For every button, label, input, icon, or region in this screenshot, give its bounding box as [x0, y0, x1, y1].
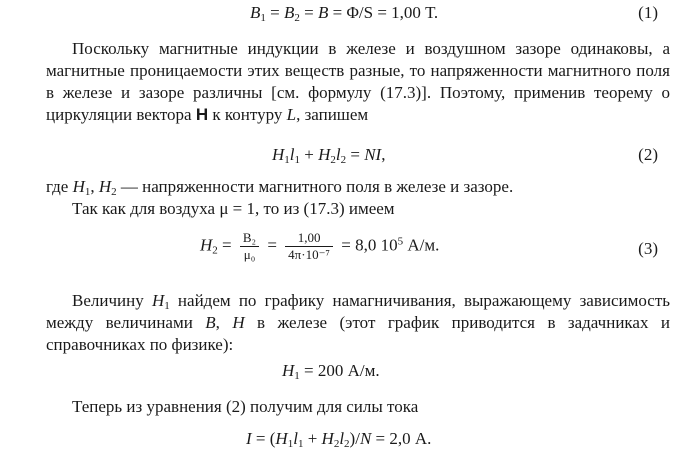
var-l2: l — [335, 145, 341, 164]
equation-3-value: 8,0 10 — [355, 235, 398, 255]
paragraph-1-text: Поскольку магнитные индукции в железе и воздушном зазоре одинаковы, а магнитные проницаемости этих веществ разные, то напряженности магнитного поля в железе и зазоре различны [см. формулу (17.3)]. Поэтому, применив теорему о циркуляции вектора — [46, 39, 670, 124]
sub-1: 1 — [294, 370, 300, 382]
paragraph-1-text-2: к контуру — [208, 105, 287, 124]
sub-2: 2 — [344, 438, 350, 450]
sub-2: 2 — [111, 186, 117, 198]
var-n: N — [359, 429, 372, 448]
paragraph-4-mid: найдем по графику намагничивания, выражающему зависимость между величинами — [46, 291, 671, 332]
equation-5-value: = 2,0 А. — [371, 429, 432, 448]
flux-over-area: Φ/S — [346, 3, 374, 22]
plus-sign: + — [300, 145, 319, 164]
eq-sign: = — [346, 145, 365, 164]
equation-4-formula — [282, 360, 380, 382]
separator: , — [90, 177, 99, 196]
paragraph-2-pre: где — [46, 177, 73, 196]
eq-sign: = — [299, 3, 318, 22]
sub-2: 2 — [340, 154, 347, 166]
sub-2: 2 — [212, 244, 218, 257]
vector-h: H — [195, 105, 209, 124]
var-b1: B — [250, 3, 261, 22]
equation-1-value: = 1,00 Т. — [373, 3, 439, 22]
paragraph-1 — [46, 38, 670, 126]
sub-1: 1 — [84, 186, 91, 198]
var-l1: l — [293, 429, 298, 448]
equation-1-formula — [250, 2, 438, 24]
separator: , — [215, 313, 233, 332]
equation-3-formula — [200, 230, 439, 263]
eq-sign: = — [263, 235, 282, 255]
fraction-denominator: μ₀ — [243, 247, 256, 262]
equation-5-formula — [246, 428, 431, 450]
paragraph-5 — [46, 396, 670, 418]
paragraph-5-text: Теперь из уравнения (2) получим для силы тока — [72, 397, 419, 416]
var-h2: H — [200, 235, 213, 255]
var-l2: l — [339, 429, 345, 448]
var-h1: H — [275, 429, 288, 448]
equation-4-value: = 200 А/м. — [299, 361, 380, 380]
var-h1: H — [282, 361, 295, 380]
paragraph-4-post: в железе (этот график приводится в задачниках и справочниках по физике): — [46, 313, 670, 354]
sub-1: 1 — [287, 438, 294, 450]
var-b: B — [205, 313, 216, 332]
fraction-denominator: 4π·10⁻⁷ — [288, 247, 330, 262]
equation-2-number: (2) — [638, 145, 658, 164]
comma: , — [381, 145, 386, 164]
eq-sign: = — [265, 3, 284, 22]
var-h2: H — [321, 429, 334, 448]
fraction-value — [285, 230, 333, 263]
paragraph-4 — [46, 290, 670, 356]
sub-1: 1 — [294, 154, 301, 166]
var-i: I — [246, 429, 252, 448]
equation-2-formula — [272, 144, 385, 166]
eq-sign: = — [336, 235, 356, 255]
equation-3 — [0, 228, 700, 268]
var-ni: NI — [364, 145, 382, 164]
var-h: H — [232, 313, 245, 332]
var-h1: H — [151, 291, 165, 310]
eq-sign: = — [328, 3, 347, 22]
sub-2: 2 — [330, 154, 336, 166]
paragraph-3 — [46, 198, 670, 220]
var-h2: H — [98, 177, 112, 196]
equation-1-number: (1) — [638, 3, 658, 22]
var-h1: H — [272, 145, 285, 164]
paragraph-2-post: — напряженности магнитного поля в железе и зазоре. — [116, 177, 514, 196]
exponent: 5 — [397, 235, 404, 248]
sub-2: 2 — [294, 12, 300, 24]
plus-sign: + — [303, 429, 322, 448]
division: )/ — [349, 429, 360, 448]
var-h2: H — [318, 145, 331, 164]
fraction-b2-over-mu0 — [240, 230, 259, 263]
paragraph-1-text-3: , запишем — [296, 105, 369, 124]
sub-1: 1 — [284, 154, 290, 166]
eq-sign: = — [217, 235, 236, 255]
paragraph-3-text: Так как для воздуха μ = 1, то из (17.3) имеем — [72, 199, 395, 218]
unit: А/м. — [403, 235, 440, 255]
fraction-numerator: B₂ — [240, 230, 259, 247]
var-b: B — [317, 3, 329, 22]
contour-l: L — [286, 105, 297, 124]
equation-3-number: (3) — [638, 239, 658, 258]
var-l1: l — [289, 145, 295, 164]
var-h1: H — [72, 177, 85, 196]
paragraph-2 — [46, 176, 670, 198]
sub-2: 2 — [333, 438, 340, 450]
fraction-numerator: 1,00 — [285, 230, 333, 247]
sub-1: 1 — [297, 438, 304, 450]
paragraph-4-pre: Величину — [72, 291, 152, 310]
sub-1: 1 — [260, 12, 266, 24]
eq-sign: = ( — [251, 429, 276, 448]
var-b2: B — [283, 3, 295, 22]
sub-1: 1 — [164, 300, 170, 312]
